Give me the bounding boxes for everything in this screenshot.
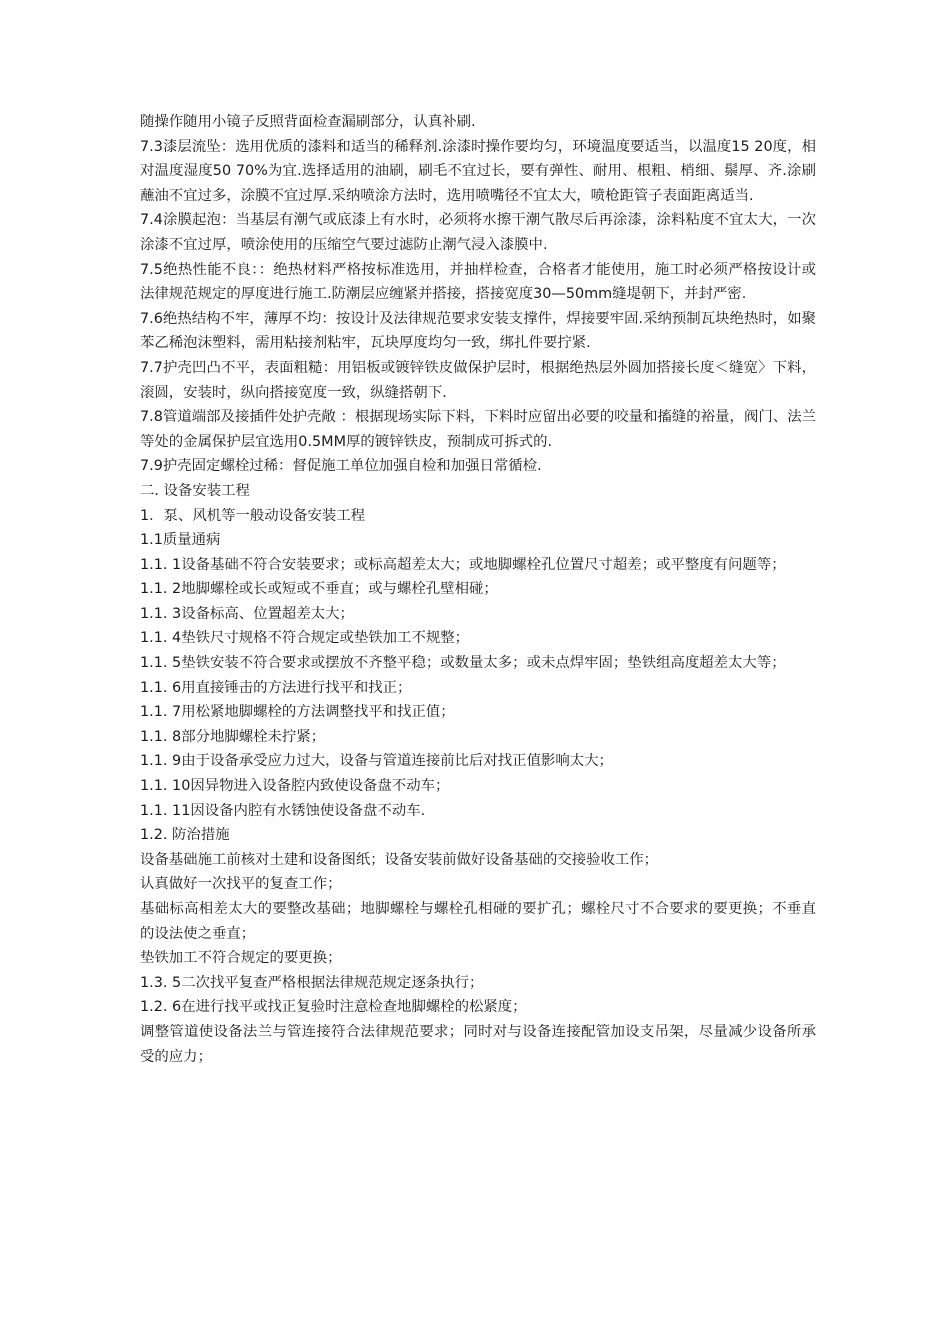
document-body [140, 110, 816, 1069]
paragraph: 7.8管道端部及接插件处护壳敞 ：根据现场实际下料，下料时应留出必要的咬量和搐缝的裕量，阀门、法兰等处的金属保护层宜选用0.5MM厚的镀锌铁皮，预制成可拆式的. [140, 409, 816, 450]
paragraph: 1.1. 5垫铁安装不符合要求或摆放不齐整平稳；或数量太多；或未点焊牢固；垫铁组高度超差太大等； [140, 655, 786, 672]
paragraph: 7.3漆层流坠：选用优质的漆料和适当的稀释剂.涂漆时操作要均匀，环境温度要适当，以温度15 20度，相对温度湿度50 70%为宜.选择适用的油刷，刷毛不宜过长，要有弹性、耐用、根粗、梢细、鬃厚、齐.涂刷蘸油不宜过多，涂膜不宜过厚.采纳喷涂方法时，选用喷嘴径不宜太大，喷枪距管子表面距离适当. [140, 138, 816, 204]
paragraph: 1.1. 11因设备内腔有水锈蚀使设备盘不动车. [140, 802, 426, 819]
paragraph: 基础标高相差太大的要整改基础；地脚螺栓与螺栓孔相碰的要扩孔；螺栓尺寸不合要求的要更换；不垂直的设法使之垂直； [140, 901, 816, 942]
paragraph: 1.1. 6用直接锤击的方法进行找平和找正； [140, 679, 412, 696]
paragraph: 7.7护壳凹凸不平，表面粗糙：用铝板或镀锌铁皮做保护层时，根据绝热层外圆加搭接长度＜缝宽〉下料，滚圆，安装时，纵向搭接宽度一致，纵缝搭朝下. [140, 359, 816, 401]
paragraph: 1.1. 7用松紧地脚螺栓的方法调整找平和找正值； [140, 704, 455, 721]
subsection-heading: 1．泵、风机等一般动设备安装工程 [140, 507, 366, 524]
paragraph: 1.1. 4垫铁尺寸规格不符合规定或垫铁加工不规整； [140, 630, 470, 647]
paragraph: 1.1. 8部分地脚螺栓未拧紧； [140, 728, 326, 745]
paragraph: 1.1. 10因异物进入设备腔内致使设备盘不动车； [140, 778, 450, 795]
paragraph: 1.1. 9由于设备承受应力过大，设备与管道连接前比后对找正值影响太大； [140, 753, 613, 770]
subsection-heading: 1.2. 防治措施 [140, 827, 230, 844]
paragraph: 1.1. 2地脚螺栓或长或短或不垂直；或与螺栓孔壁相碰； [140, 581, 498, 598]
paragraph: 7.5绝热性能不良：：绝热材料严格按标准选用，并抽样检查，合格者才能使用，施工时必须严格按设计或法律规范规定的厚度进行施工.防潮层应缠紧并搭接，搭接宽度30—50mm缝堤朝下，并封严密. [140, 261, 816, 303]
paragraph: 随操作随用小镜子反照背面检查漏刷部分，认真补刷. [140, 114, 476, 130]
paragraph: 1.3. 5二次找平复查严格根据法律规范规定逐条执行； [140, 974, 484, 991]
paragraph: 7.4涂膜起泡：当基层有潮气或底漆上有水时，必须将水擦干潮气散尽后再涂漆，涂料粘度不宜太大，一次涂漆不宜过厚，喷涂使用的压缩空气要过滤防止潮气浸入漆膜中. [140, 212, 816, 253]
paragraph: 认真做好一次找平的复查工作； [140, 876, 342, 893]
section-heading: 二. 设备安装工程 [140, 482, 250, 499]
paragraph: 1.1. 3设备标高、位置超差太大； [140, 605, 354, 622]
paragraph: 调整管道使设备法兰与管连接符合法律规范要求；同时对与设备连接配管加设支吊架，尽量减少设备所承受的应力； [140, 1023, 816, 1065]
paragraph: 设备基础施工前核对土建和设备图纸；设备安装前做好设备基础的交接验收工作； [140, 851, 659, 868]
paragraph: 7.9护壳固定螺栓过稀：督促施工单位加强自检和加强日常循检. [140, 458, 542, 475]
paragraph: 垫铁加工不符合规定的要更换； [140, 950, 342, 967]
paragraph: 1.1. 1设备基础不符合安装要求；或标高超差太大；或地脚螺栓孔位置尺寸超差；或平整度有问题等； [140, 556, 786, 573]
paragraph: 7.6绝热结构不牢，薄厚不均：按设计及法律规范要求安装支撑件，焊接要牢固.采纳预制瓦块绝热时，如聚苯乙稀泡沫塑料，需用粘接剂粘牢，瓦块厚度均匀一致，绑扎件要拧紧. [140, 310, 816, 352]
subsection-heading: 1.1质量通病 [140, 532, 221, 549]
paragraph: 1.2. 6在进行找平或找正复验时注意检查地脚螺栓的松紧度； [140, 999, 527, 1016]
